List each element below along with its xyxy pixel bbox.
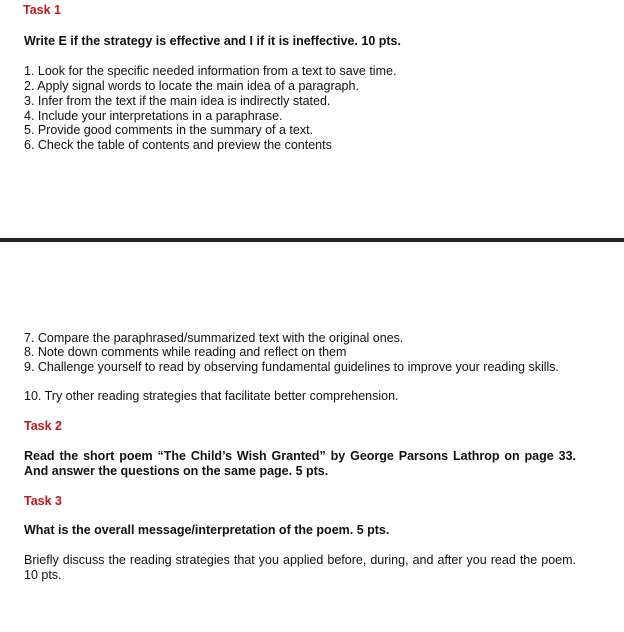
- task1-heading: Task 1: [23, 3, 61, 17]
- task2-heading: Task 2: [24, 419, 62, 433]
- strategy-item-9: 9. Challenge yourself to read by observing fundamental guidelines to improve your reading skills.: [24, 360, 560, 374]
- task3-question: What is the overall message/interpretation of the poem. 5 pts.: [24, 523, 390, 537]
- page-divider: [0, 238, 624, 242]
- strategy-item-7: 7. Compare the paraphrased/summarized text with the original ones.: [24, 331, 404, 345]
- strategy-item-2: 2. Apply signal words to locate the main idea of a paragraph.: [24, 79, 359, 93]
- task2-text: Read the short poem “The Child’s Wish Granted” by George Parsons Lathrop on page 33. And answer the questions on the same page. 5 pts.: [24, 449, 576, 478]
- task3-heading: Task 3: [24, 494, 62, 508]
- strategy-item-3: 3. Infer from the text if the main idea is indirectly stated.: [24, 94, 331, 108]
- task3-discussion: Briefly discuss the reading strategies that you applied before, during, and after you read the poem. 10 pts.: [24, 553, 576, 582]
- strategy-item-6: 6. Check the table of contents and preview the contents: [24, 138, 332, 152]
- strategy-item-1: 1. Look for the specific needed information from a text to save time.: [24, 64, 397, 78]
- strategy-item-10: 10. Try other reading strategies that facilitate better comprehension.: [24, 389, 399, 403]
- strategy-item-4: 4. Include your interpretations in a paraphrase.: [24, 109, 283, 123]
- strategy-item-8: 8. Note down comments while reading and reflect on them: [24, 345, 347, 359]
- strategy-item-5: 5. Provide good comments in the summary of a text.: [24, 123, 314, 137]
- task1-instruction: Write E if the strategy is effective and I if it is ineffective. 10 pts.: [24, 34, 401, 48]
